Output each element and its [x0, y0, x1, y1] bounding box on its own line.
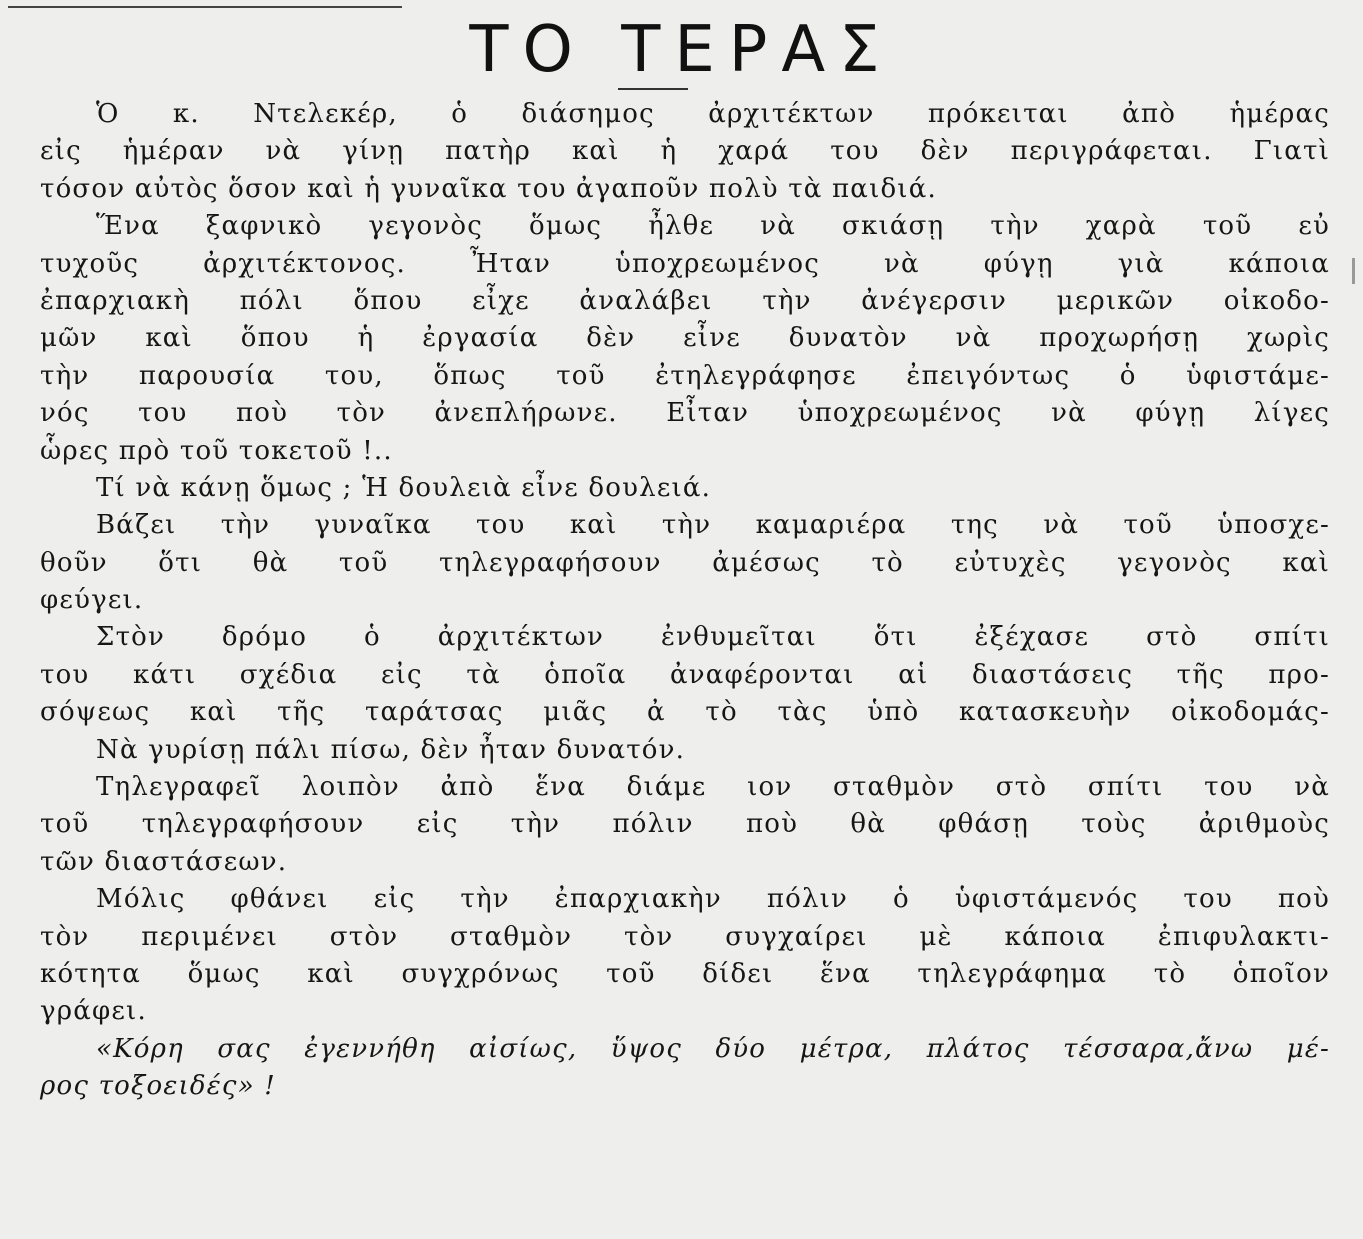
- text-line: τοῦ τηλεγραφήσουν εἰς τὴν πόλιν ποὺ θὰ φθάσῃ τοὺς ἀριθμοὺς: [40, 809, 1330, 840]
- title-underline: [618, 88, 688, 90]
- text-line: μῶν καὶ ὅπου ἡ ἐργασία δὲν εἶνε δυνατὸν νὰ προχωρήσῃ χωρὶς: [40, 323, 1330, 354]
- text-line: ὧρες πρὸ τοῦ τοκετοῦ !..: [40, 435, 393, 466]
- text-line: του κάτι σχέδια εἰς τὰ ὁποῖα ἀναφέρονται αἱ διαστάσεις τῆς προ-: [40, 659, 1330, 690]
- text-line: τὸν περιμένει στὸν σταθμὸν τὸν συγχαίρει μὲ κάποια ἐπιφυλακτι-: [40, 921, 1330, 952]
- text-line: Τηλεγραφεῖ λοιπὸν ἀπὸ ἕνα διάμε ιον σταθμὸν στὸ σπίτι του νὰ: [96, 772, 1330, 803]
- text-line: τόσον αὐτὸς ὅσον καὶ ἡ γυναῖκα του ἀγαποῦν πολὺ τὰ παιδιά.: [40, 173, 937, 204]
- margin-mark: [1352, 258, 1355, 284]
- article-body: [40, 96, 1330, 1106]
- text-line: Τί νὰ κάνῃ ὅμως ; Ἡ δουλειὰ εἶνε δουλειά.: [96, 472, 712, 503]
- text-line: νός του ποὺ τὸν ἀνεπλήρωνε. Εἶταν ὑποχρεωμένος νὰ φύγῃ λίγες: [40, 398, 1330, 429]
- text-line: γράφει.: [40, 996, 147, 1027]
- text-line: Ὁ κ. Ντελεκέρ, ὁ διάσημος ἀρχιτέκτων πρόκειται ἀπὸ ἡμέρας: [96, 99, 1330, 129]
- text-line: τῶν διαστάσεων.: [40, 846, 288, 877]
- text-line: εἰς ἡμέραν νὰ γίνῃ πατὴρ καὶ ἡ χαρά του δὲν περιγράφεται. Γιατὶ: [40, 136, 1330, 167]
- article-title: ΤΟ ΤΕΡΑΣ: [469, 13, 894, 87]
- text-line: Ἕνα ξαφνικὸ γεγονὸς ὅμως ἦλθε νὰ σκιάσῃ τὴν χαρὰ τοῦ εὐ: [96, 211, 1330, 242]
- text-line: Στὸν δρόμο ὁ ἀρχιτέκτων ἐνθυμεῖται ὅτι ἐξέχασε στὸ σπίτι: [96, 622, 1330, 653]
- text-line: Νὰ γυρίσῃ πάλι πίσω, δὲν ἦταν δυνατόν.: [96, 734, 686, 765]
- text-line: τυχοῦς ἀρχιτέκτονος. Ἦταν ὑποχρεωμένος νὰ φύγῃ γιὰ κάποια: [40, 248, 1330, 279]
- text-line: κότητα ὅμως καὶ συγχρόνως τοῦ δίδει ἕνα τηλεγράφημα τὸ ὁποῖον: [40, 958, 1330, 989]
- text-line: σόψεως καὶ τῆς ταράτσας μιᾶς ἀ τὸ τὰς ὑπὸ κατασκευὴν οἰκοδομάς-: [40, 697, 1330, 728]
- top-divider: [8, 6, 402, 8]
- text-line: ἐπαρχιακὴ πόλι ὅπου εἶχε ἀναλάβει τὴν ἀνέγερσιν μερικῶν οἰκοδο-: [40, 285, 1330, 316]
- text-line: ρος τοξοειδές» !: [40, 1071, 276, 1102]
- text-line: Βάζει τὴν γυναῖκα του καὶ τὴν καμαριέρα της νὰ τοῦ ὑποσχε-: [96, 510, 1330, 541]
- text-line: Μόλις φθάνει εἰς τὴν ἐπαρχιακὴν πόλιν ὁ ὑφιστάμενός του ποὺ: [96, 884, 1330, 915]
- text-line: «Κόρη σας ἐγεννήθη αἰσίως, ὕψος δύο μέτρα, πλάτος τέσσαρα,ἄνω μέ-: [96, 1033, 1330, 1064]
- text-line: θοῦν ὅτι θὰ τοῦ τηλεγραφήσουν ἀμέσως τὸ εὐτυχὲς γεγονὸς καὶ: [40, 547, 1330, 578]
- text-line: φεύγει.: [40, 585, 144, 616]
- text-line: τὴν παρουσία του, ὅπως τοῦ ἐτηλεγράφησε ἐπειγόντως ὁ ὑφιστάμε-: [40, 360, 1330, 391]
